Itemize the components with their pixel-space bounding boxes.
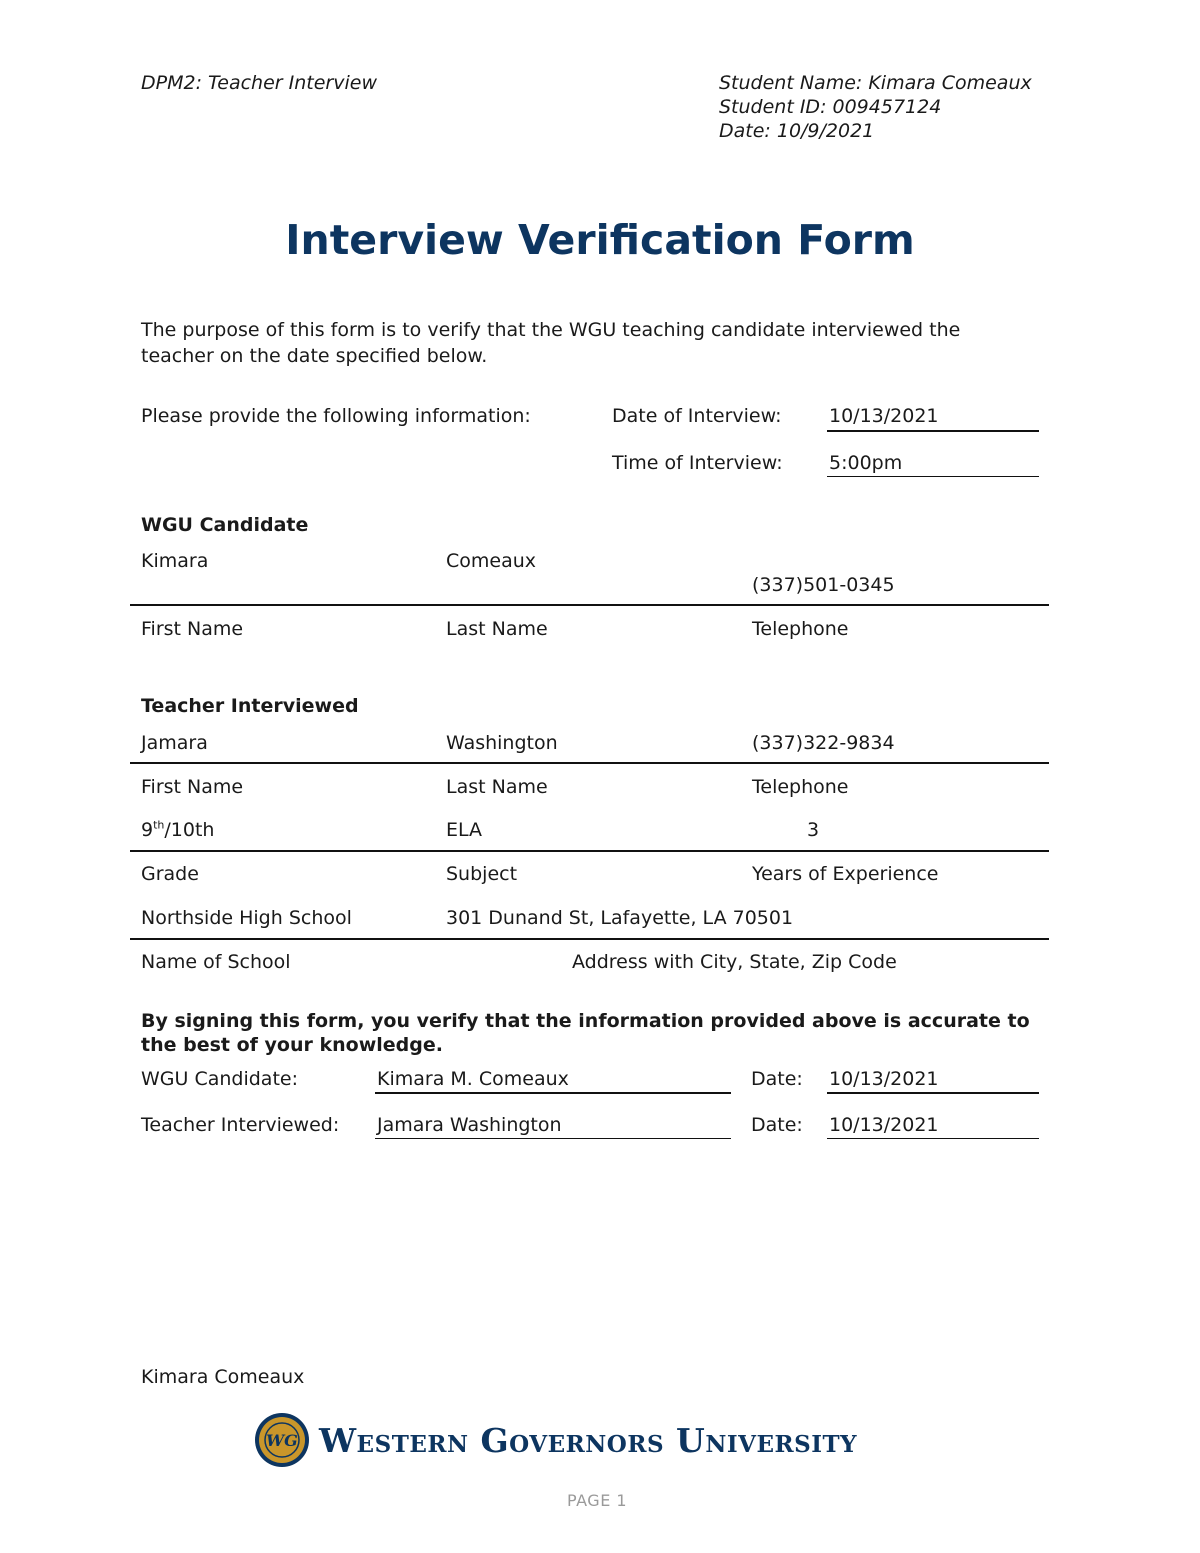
candidate-date-underline	[827, 1092, 1039, 1094]
candidate-signature-date[interactable]: 10/13/2021	[829, 1068, 939, 1090]
purpose-line-1: The purpose of this form is to verify that the WGU teaching candidate interviewed the	[141, 319, 961, 341]
candidate-signature[interactable]: Kimara M. Comeaux	[377, 1068, 569, 1090]
signing-statement-line-2: the best of your knowledge.	[141, 1034, 443, 1056]
page-title: Interview Verification Form	[285, 216, 915, 264]
grade-rest: /10th	[164, 819, 215, 841]
candidate-signature-underline	[375, 1092, 731, 1094]
wgu-logo-text	[319, 1421, 857, 1460]
signing-statement-line-1: By signing this form, you verify that the information provided above is accurate to	[141, 1010, 1030, 1032]
candidate-first-label: First Name	[141, 618, 244, 640]
teacher-signature-date-label: Date:	[751, 1114, 803, 1136]
teacher-grade[interactable]	[141, 819, 214, 841]
teacher-subject[interactable]: ELA	[446, 819, 483, 841]
info-prompt: Please provide the following information:	[141, 405, 531, 427]
candidate-heading: WGU Candidate	[141, 514, 309, 536]
school-address[interactable]: 301 Dunand St, Lafayette, LA 70501	[446, 907, 794, 929]
course-title: DPM2: Teacher Interview	[141, 72, 377, 94]
candidate-phone-label: Telephone	[752, 618, 849, 640]
student-name: Student Name: Kimara Comeaux	[719, 72, 1032, 94]
candidate-last-label: Last Name	[446, 618, 548, 640]
candidate-telephone[interactable]: (337)501-0345	[752, 574, 895, 596]
subject-label: Subject	[446, 863, 518, 885]
teacher-first-name[interactable]: Jamara	[141, 732, 208, 754]
interview-time-label: Time of Interview:	[612, 452, 783, 474]
teacher-first-label: First Name	[141, 776, 244, 798]
teacher-signature-date[interactable]: 10/13/2021	[829, 1114, 939, 1136]
interview-time-underline	[827, 476, 1039, 477]
student-id: Student ID: 009457124	[719, 96, 942, 118]
teacher-name-rule	[130, 762, 1049, 764]
school-rule	[130, 938, 1049, 940]
teacher-years[interactable]: 3	[807, 819, 820, 841]
interview-date-label: Date of Interview:	[612, 405, 782, 427]
candidate-first-name[interactable]: Kimara	[141, 550, 209, 572]
interview-date-value[interactable]: 10/13/2021	[829, 405, 939, 427]
candidate-last-name[interactable]: Comeaux	[446, 550, 537, 572]
school-label: Name of School	[141, 951, 291, 973]
teacher-signature-label: Teacher Interviewed:	[141, 1114, 340, 1136]
page-number: PAGE 1	[567, 1491, 628, 1510]
years-label: Years of Experience	[752, 863, 939, 885]
wgu-seal-icon	[254, 1412, 310, 1468]
candidate-signature-label: WGU Candidate:	[141, 1068, 298, 1090]
teacher-signature[interactable]: Jamara Washington	[377, 1114, 562, 1136]
interview-time-value[interactable]: 5:00pm	[829, 452, 903, 474]
address-label: Address with City, State, Zip Code	[572, 951, 897, 973]
footer-author: Kimara Comeaux	[141, 1366, 305, 1388]
grade-label: Grade	[141, 863, 199, 885]
teacher-phone-label: Telephone	[752, 776, 849, 798]
teacher-last-name[interactable]: Washington	[446, 732, 558, 754]
candidate-signature-date-label: Date:	[751, 1068, 803, 1090]
teacher-grade-rule	[130, 850, 1049, 852]
teacher-heading: Teacher Interviewed	[141, 695, 359, 717]
teacher-signature-underline	[375, 1138, 731, 1139]
header-date: Date: 10/9/2021	[719, 120, 875, 142]
purpose-line-2: teacher on the date specified below.	[141, 345, 488, 367]
svg-text:WG: WG	[266, 1431, 298, 1450]
school-name[interactable]: Northside High School	[141, 907, 352, 929]
candidate-rule	[130, 604, 1049, 606]
wgu-logo-wordmark: Western Governors University	[319, 1421, 858, 1460]
teacher-last-label: Last Name	[446, 776, 548, 798]
teacher-telephone[interactable]: (337)322-9834	[752, 732, 895, 754]
teacher-date-underline	[827, 1138, 1039, 1139]
grade-superscript: th	[153, 818, 165, 832]
interview-date-underline	[827, 430, 1039, 432]
grade-base: 9	[141, 819, 154, 841]
